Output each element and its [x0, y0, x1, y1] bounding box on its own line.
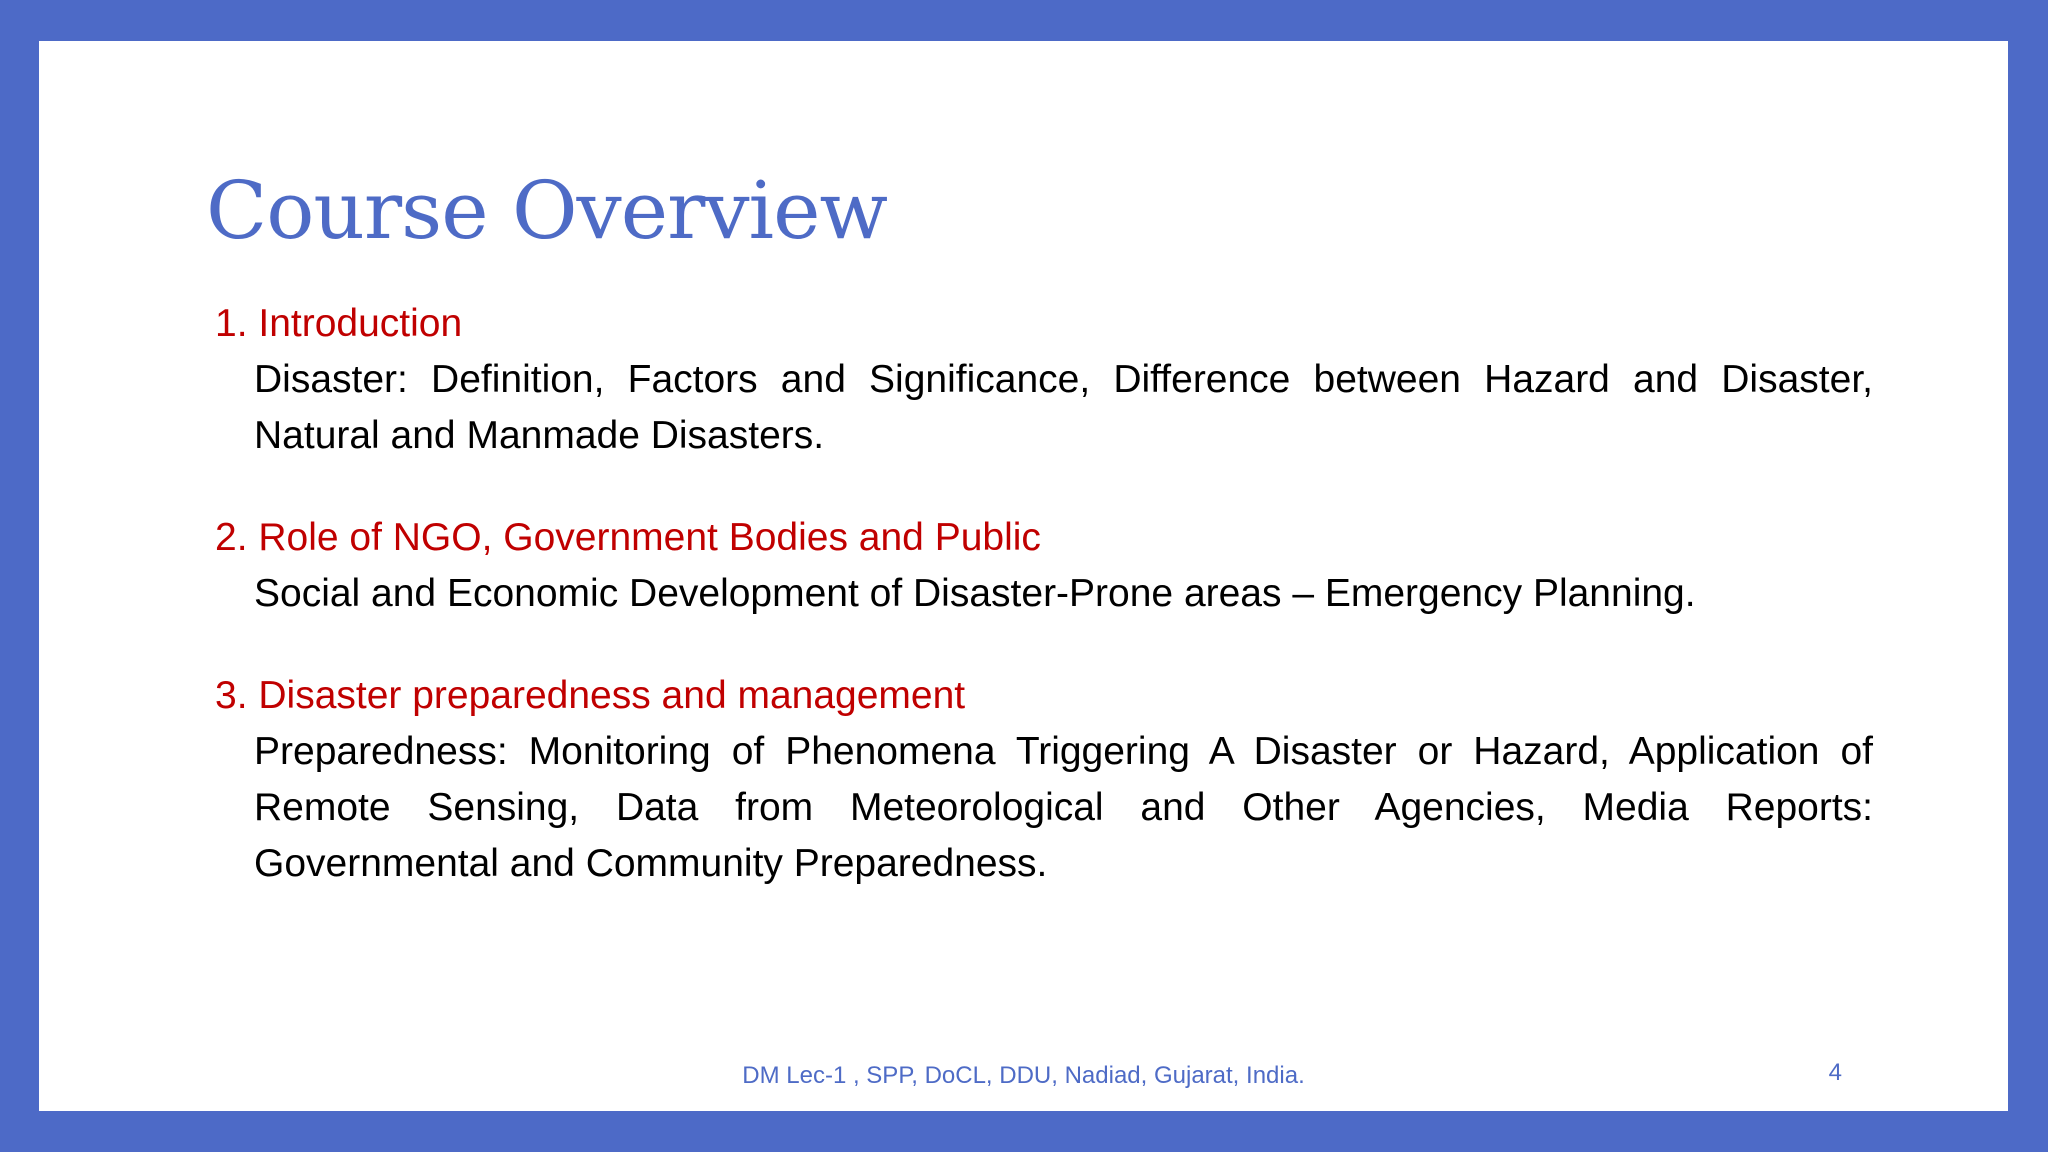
section-heading: 3. Disaster preparedness and management — [215, 674, 966, 717]
section-body: Disaster: Definition, Factors and Significance, Difference between Hazard and Disaster, Natural and Manmade Disasters. — [254, 358, 1873, 457]
slide-title: Course Overview — [206, 164, 887, 257]
section-heading: 2. Role of NGO, Government Bodies and Public — [215, 516, 1041, 559]
section-preparedness — [215, 668, 1873, 892]
section-introduction — [215, 296, 1873, 464]
slide-content — [215, 296, 1873, 938]
section-body: Social and Economic Development of Disaster-Prone areas – Emergency Planning. — [254, 572, 1696, 615]
section-heading: 1. Introduction — [215, 302, 463, 345]
section-body: Preparedness: Monitoring of Phenomena Triggering A Disaster or Hazard, Application of Remote Sensing, Data from Meteorological and Other Agencies, Media Reports: Governmental and Community Preparedness. — [254, 730, 1873, 885]
page-number: 4 — [1828, 1059, 1842, 1086]
section-role-of-ngo — [215, 510, 1873, 622]
slide — [39, 41, 2008, 1111]
slide-footer: DM Lec-1 , SPP, DoCL, DDU, Nadiad, Gujarat, India. — [742, 1062, 1305, 1089]
